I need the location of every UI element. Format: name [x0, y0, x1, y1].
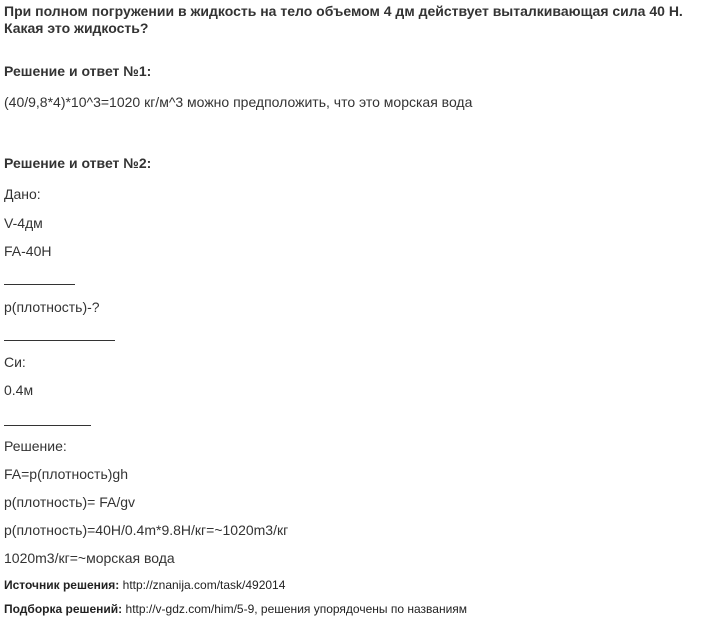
given-volume: V-4дм	[4, 215, 43, 231]
collection-link[interactable]: http://v-gdz.com/him/5-9, решения упорядочены по названиям	[125, 602, 468, 616]
source-link[interactable]: http://znanija.com/task/492014	[122, 578, 286, 592]
collection-footer	[4, 602, 467, 617]
question-line-1: При полном погружении в жидкость на тело объемом 4 дм действует выталкивающая сила 40 Н.	[4, 3, 683, 19]
given-force: FA-40H	[4, 243, 52, 259]
collection-label: Подборка решений:	[4, 602, 123, 616]
question-line-2: Какая это жидкость?	[4, 20, 149, 36]
si-label: Си:	[4, 354, 26, 370]
formula-line: p(плотность)= FA/gv	[4, 494, 135, 510]
calculation-line: p(плотность)=40Н/0.4m*9.8H/кг=~1020m3/кг	[4, 522, 289, 538]
solution-2-heading: Решение и ответ №2:	[4, 155, 152, 171]
solution-1-text: (40/9,8*4)*10^3=1020 кг/м^3 можно предположить, что это морская вода	[4, 94, 473, 110]
si-volume: 0.4м	[4, 382, 34, 398]
divider-line	[4, 284, 75, 285]
divider-line	[4, 340, 115, 341]
given-label: Дано:	[4, 186, 41, 202]
answer-line: 1020m3/кг=~морская вода	[4, 550, 175, 566]
divider-line	[4, 425, 91, 426]
solution-label: Решение:	[4, 438, 67, 454]
question-text	[4, 3, 704, 37]
source-footer	[4, 578, 285, 593]
solution-1-heading: Решение и ответ №1:	[4, 63, 152, 79]
formula-line: FA=p(плотность)gh	[4, 466, 128, 482]
find-density: p(плотность)-?	[4, 299, 100, 315]
source-label: Источник решения:	[4, 578, 120, 592]
